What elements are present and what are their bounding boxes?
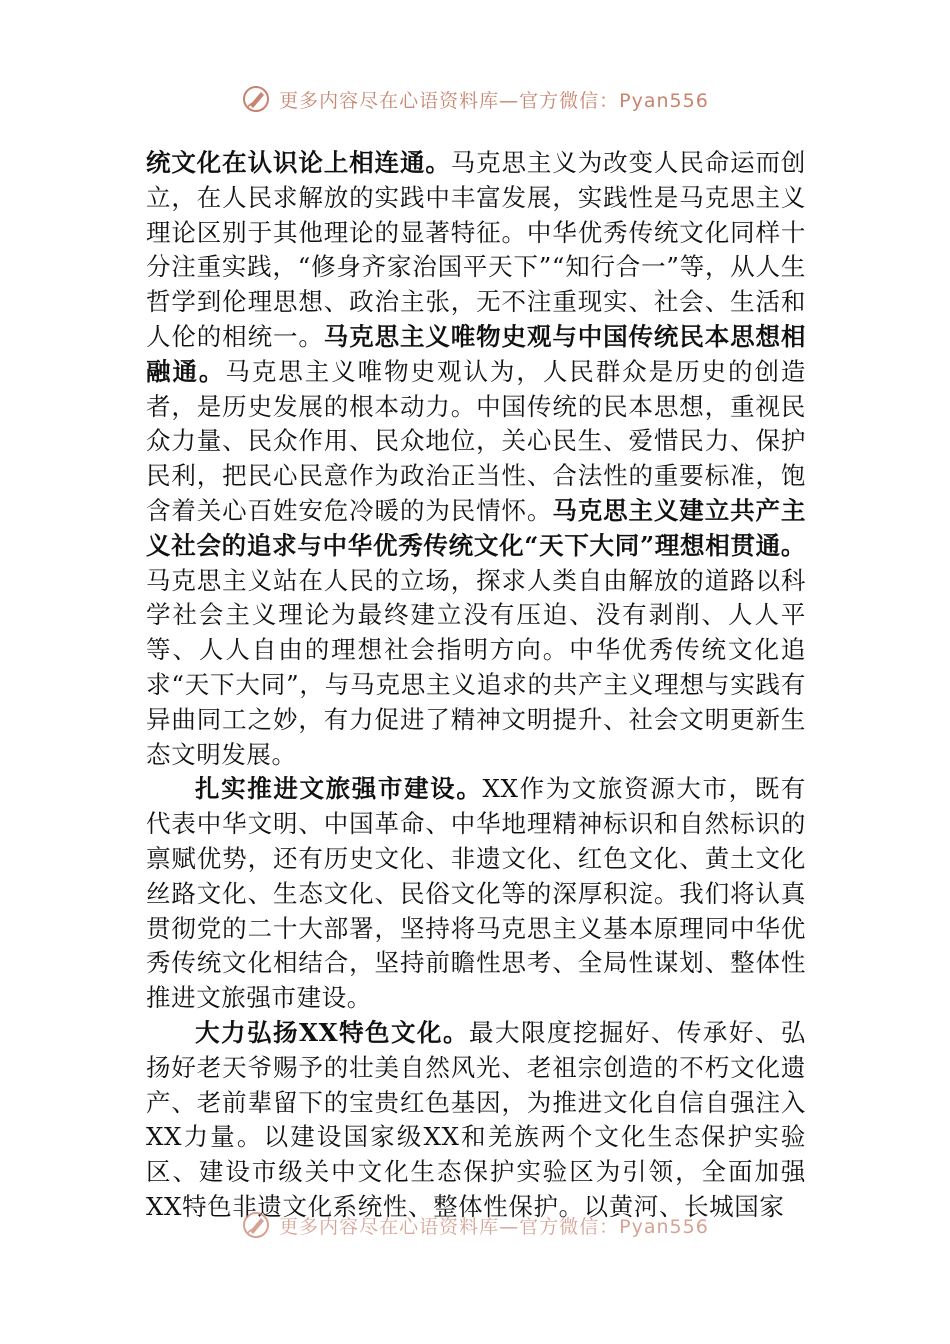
paragraph-3	[146, 1016, 806, 1225]
paragraph-1	[146, 146, 806, 772]
bold-heading: 统文化在认识论上相连通。	[146, 148, 451, 177]
document-body	[146, 146, 806, 1225]
footer-watermark-text: 更多内容尽在心语资料库—官方微信：Pyan556	[279, 1215, 709, 1238]
body-text: 马克思主义为改变人民命运而创立，在人民求解放的实践中丰富发展，实践性是马克思主义理论区别于其他理论的显著特征。中华优秀传统文化同样十分注重实践，“修身齐家治国平天下”“知行合一”等，从人生哲学到伦理思想、政治主张，无不注重现实、社会、生活和人伦的相统一。	[146, 148, 806, 351]
bold-heading: 大力弘扬XX特色文化。	[195, 1017, 470, 1047]
bold-heading: 马克思主义唯物史观与中国传统民本思想相融通。	[146, 321, 807, 386]
body-text: 马克思主义唯物史观认为，人民群众是历史的创造者，是历史发展的根本动力。中国传统的民本思想，重视民众力量、民众作用、民众地位，关心民生、爱惜民力、保护民利，把民心民意作为政治正当性、合法性的重要标准，饱含着关心百姓安危冷暖的为民情怀。	[146, 356, 806, 525]
body-text: 最大限度挖掘好、传承好、弘扬好老天爷赐予的壮美自然风光、老祖宗创造的不朽文化遗产、老前辈留下的宝贵红色基因，为推进文化自信自强注入XX力量。以建设国家级XX和羌族两个文化生态保护实验区、建设市级关中文化生态保护实验区为引领，全面加强XX特色非遗文化系统性、整体性保护。以黄河、长城国家	[146, 1017, 806, 1221]
header-watermark	[0, 84, 950, 114]
bold-heading: 马克思主义建立共产主义社会的追求与中华优秀传统文化“天下大同”理想相贯通。	[146, 495, 806, 560]
body-text: 马克思主义站在人民的立场，探求人类自由解放的道路以科学社会主义理论为最终建立没有压迫、没有剥削、人人平等、人人自由的理想社会指明方向。中华优秀传统文化追求“天下大同”，与马克思主义追求的共产主义理想与实践有异曲同工之妙，有力促进了精神文明提升、社会文明更新生态文明发展。	[146, 565, 806, 769]
bold-heading: 扎实推进文旅强市建设。	[195, 774, 483, 804]
body-text: XX作为文旅资源大市，既有代表中华文明、中国革命、中华地理精神标识和自然标识的禀赋优势，还有历史文化、非遗文化、红色文化、黄土文化丝路文化、生态文化、民俗文化等的深厚积淀。我们将认真贯彻党的二十大部署，坚持将马克思主义基本原理同中华优秀传统文化相结合，坚持前瞻性思考、全局性谋划、整体性推进文旅强市建设。	[146, 774, 806, 1013]
pen-logo-icon	[241, 1210, 271, 1240]
paragraph-2	[146, 772, 806, 1016]
pen-logo-icon	[241, 84, 271, 114]
header-watermark-text: 更多内容尽在心语资料库—官方微信：Pyan556	[279, 89, 709, 112]
footer-watermark	[0, 1210, 950, 1240]
